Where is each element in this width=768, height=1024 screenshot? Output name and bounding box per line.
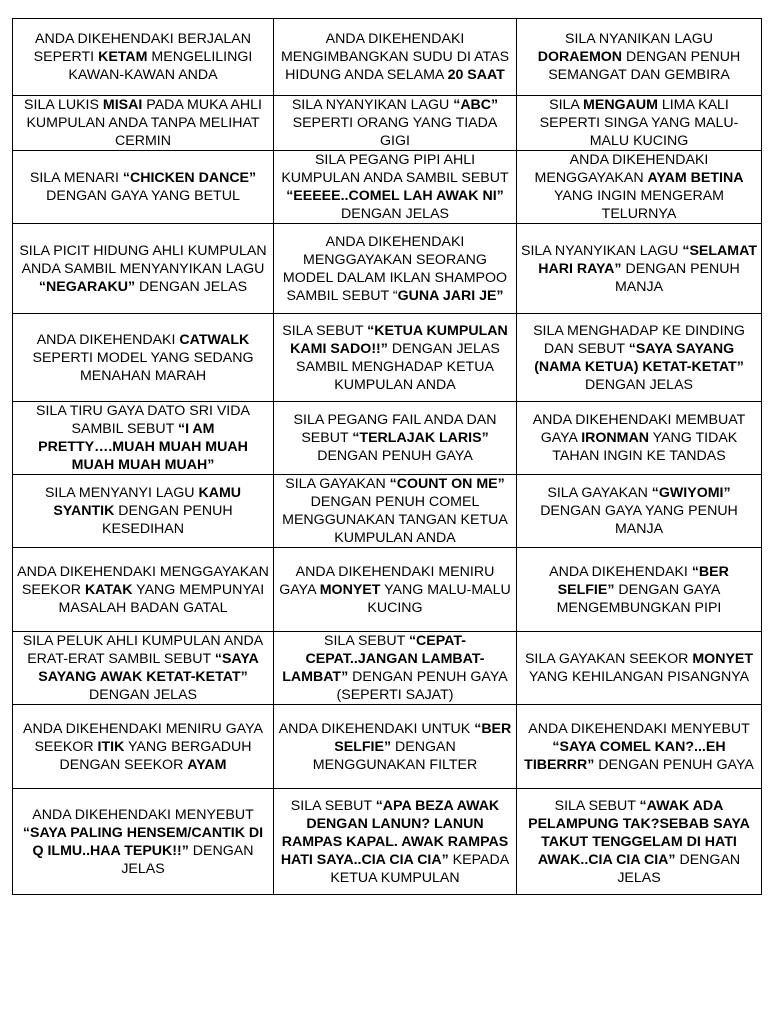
card-text: ANDA DIKEHENDAKI MENGGAYAKAN SEEKOR (17, 563, 269, 598)
card-cell (274, 402, 517, 475)
card-text: SILA NYANYIKAN LAGU (291, 97, 454, 113)
card-text: ANDA DIKEHENDAKI MENIRU GAYA SEEKOR (23, 720, 263, 755)
card-row (13, 96, 762, 151)
card-cell (274, 96, 517, 151)
card-cell (274, 19, 517, 96)
card-emphasis: MENGAUM (583, 97, 658, 113)
card-text: SEPERTI ORANG YANG TIADA GIGI (292, 115, 498, 149)
card-row (13, 789, 762, 895)
card-cell (13, 96, 274, 151)
card-cell (13, 632, 274, 705)
card-text: YANG KEHILANGAN PISANGNYA (528, 669, 750, 685)
card-text: DENGAN PENUH KESEDIHAN (102, 503, 233, 537)
card-emphasis: CATWALK (179, 331, 250, 348)
card-cell (274, 632, 517, 705)
card-cell (13, 402, 274, 475)
card-text: SILA MENARI (29, 170, 123, 186)
card-cell (517, 632, 762, 705)
card-cell (517, 224, 762, 314)
card-emphasis: “BER SELFIE” (334, 720, 512, 755)
card-text: SEPERTI MODEL YANG SEDANG MENAHAN MARAH (32, 349, 254, 384)
card-cell (274, 314, 517, 402)
card-text: DENGAN GAYA YANG PENUH MANJA (540, 503, 738, 537)
card-text: ANDA DIKEHENDAKI MENIRU GAYA (279, 563, 495, 598)
card-text: DENGAN JELAS (340, 206, 449, 222)
card-cell (13, 789, 274, 895)
card-emphasis: AYAM (187, 756, 227, 773)
card-text: ANDA DIKEHENDAKI MENGIMBANGKAN SUDU DI ATAS HIDUNG ANDA SELAMA (280, 31, 510, 83)
card-text: ANDA DIKEHENDAKI (36, 331, 180, 348)
card-cell (274, 705, 517, 789)
card-emphasis: “GWIYOMI” (651, 485, 731, 501)
card-emphasis: DORAEMON (537, 49, 623, 65)
card-text: SILA SEBUT (290, 797, 376, 814)
card-emphasis: KETAM (98, 49, 148, 65)
card-cell (517, 705, 762, 789)
card-emphasis: 20 SAAT (447, 67, 505, 83)
card-text: YANG TIDAK TAHAN INGIN KE TANDAS (552, 430, 738, 464)
card-text: YANG INGIN MENGERAM TELURNYA (554, 188, 724, 222)
card-text: SILA TIRU GAYA DATO SRI VIDA SAMBIL SEBUT (36, 403, 250, 437)
card-text: ANDA DIKEHENDAKI (549, 563, 692, 580)
card-text: DENGAN MENGGUNAKAN FILTER (312, 738, 478, 773)
card-text: YANG MALU-MALU KUCING (367, 581, 511, 616)
card-cell (13, 548, 274, 632)
card-cell (13, 705, 274, 789)
card-cell (13, 314, 274, 402)
card-emphasis: MISAI (102, 97, 143, 113)
card-text: SILA SEBUT (282, 322, 368, 339)
card-text: DENGAN JELAS (135, 278, 248, 295)
card-sheet (12, 18, 762, 895)
card-emphasis: “KETUA KUMPULAN KAMI SADO!!” (290, 322, 508, 357)
card-emphasis: “SAYA SAYANG AWAK KETAT-KETAT” (38, 651, 259, 685)
card-cell (517, 314, 762, 402)
card-cell (13, 151, 274, 224)
card-text: LIMA KALI SEPERTI SINGA YANG MALU-MALU KUCING (539, 97, 739, 149)
card-row (13, 475, 762, 548)
card-text: SILA NYANYIKAN LAGU (521, 242, 683, 259)
card-row (13, 402, 762, 475)
card-text: SILA MENGHADAP KE DINDING DAN SEBUT (533, 322, 745, 357)
card-text: YANG BERGADUH DENGAN SEEKOR (59, 738, 252, 773)
card-emphasis: IRONMAN (581, 430, 649, 446)
card-text: DENGAN JELAS (88, 687, 197, 703)
card-text: DENGAN JELAS (121, 842, 254, 877)
card-row (13, 224, 762, 314)
card-emphasis: “SAYA SAYANG (NAMA KETUA) KETAT-KETAT” (534, 340, 744, 375)
card-text: DENGAN GAYA MENGEMBUNGKAN PIPI (556, 581, 722, 616)
card-text: SILA MENYANYI LAGU (44, 485, 199, 501)
card-text: ANDA DIKEHENDAKI UNTUK (278, 720, 475, 737)
card-emphasis: “CEPAT-CEPAT..JANGAN LAMBAT-LAMBAT” (282, 633, 485, 685)
card-emphasis: “I AM PRETTY….MUAH MUAH MUAH MUAH MUAH MUAH” (38, 421, 248, 473)
card-text: ANDA DIKEHENDAKI MENYEBUT (32, 806, 254, 823)
card-emphasis: GUNA JARI JE” (397, 287, 504, 304)
card-cell (274, 224, 517, 314)
card-text: SILA GAYAKAN (285, 476, 390, 492)
card-row (13, 632, 762, 705)
card-emphasis: MONYET (319, 581, 381, 598)
card-row (13, 705, 762, 789)
card-cell (274, 151, 517, 224)
card-text: SILA PICIT HIDUNG AHLI KUMPULAN ANDA SAMBIL MENYANYIKAN LAGU (19, 242, 267, 277)
card-row (13, 19, 762, 96)
card-cell (13, 475, 274, 548)
card-text: SILA LUKIS (24, 97, 103, 113)
card-emphasis: “SELAMAT HARI RAYA” (538, 242, 757, 277)
card-text: SILA PEGANG FAIL ANDA DAN SEBUT (293, 412, 497, 446)
card-emphasis: KATAK (84, 581, 133, 598)
card-emphasis: “EEEEE..COMEL LAH AWAK NI” (286, 188, 504, 204)
card-text: DENGAN GAYA YANG BETUL (46, 188, 240, 204)
card-text: DENGAN PENUH SEMANGAT DAN GEMBIRA (548, 49, 741, 83)
card-text: SILA GAYAKAN SEEKOR (524, 651, 693, 667)
card-text: ANDA DIKEHENDAKI MENYEBUT (528, 720, 750, 737)
card-cell (517, 789, 762, 895)
card-emphasis: “APA BEZA AWAK DENGAN LANUN? LANUN RAMPAS KAPAL. AWAK RAMPAS HATI SAYA..CIA CIA CIA” (280, 797, 509, 868)
card-text: SILA NYANIKAN LAGU (565, 31, 713, 47)
card-text: SILA GAYAKAN (547, 485, 652, 501)
card-cell (517, 151, 762, 224)
card-text: ANDA DIKEHENDAKI MENGGAYAKAN SEORANG MODEL DALAM IKLAN SHAMPOO SAMBIL SEBUT “ (282, 233, 508, 304)
card-text: DENGAN PENUH COMEL MENGGUNAKAN TANGAN KETUA KUMPULAN ANDA (282, 494, 508, 546)
card-text: DENGAN PENUH MANJA (614, 260, 740, 295)
card-emphasis: ITIK (97, 738, 125, 755)
card-row (13, 151, 762, 224)
card-cell (517, 548, 762, 632)
card-text: SILA (549, 97, 584, 113)
card-cell (517, 19, 762, 96)
card-emphasis: “AWAK ADA PELAMPUNG TAK?SEBAB SAYA TAKUT TENGGELAM DI HATI AWAK..CIA CIA CIA” (528, 797, 750, 868)
card-emphasis: “NEGARAKU” (38, 278, 136, 295)
card-cell (13, 224, 274, 314)
card-text: DENGAN PENUH GAYA (SEPERTI SAJAT) (336, 669, 508, 703)
card-emphasis: “SAYA COMEL KAN?...EH TIBERRR” (524, 738, 726, 773)
card-text: SILA PEGANG PIPI AHLI KUMPULAN ANDA SAMBIL SEBUT (281, 152, 509, 186)
card-text: YANG MEMPUNYAI MASALAH BADAN GATAL (58, 581, 265, 616)
card-text: ANDA DIKEHENDAKI BERJALAN SEPERTI (33, 31, 252, 65)
card-text: SILA SEBUT (554, 797, 640, 814)
card-emphasis: AYAM BETINA (647, 170, 744, 186)
card-text: KEPADA KETUA KUMPULAN (330, 851, 510, 886)
card-emphasis: “ABC” (453, 97, 499, 113)
card-emphasis: “CHICKEN DANCE” (122, 170, 257, 186)
card-text: DENGAN PENUH GAYA (594, 756, 754, 773)
card-text: SILA PELUK AHLI KUMPULAN ANDA ERAT-ERAT SAMBIL SEBUT (22, 633, 264, 667)
card-cell (274, 548, 517, 632)
card-cell (517, 402, 762, 475)
card-emphasis: “COUNT ON ME” (389, 476, 505, 492)
card-row (13, 314, 762, 402)
card-row (13, 548, 762, 632)
card-emphasis: “BER SELFIE” (557, 563, 729, 598)
card-cell (274, 475, 517, 548)
card-text: DENGAN JELAS (584, 376, 693, 393)
card-emphasis: “TERLAJAK LARIS” (352, 430, 489, 446)
card-text: SILA SEBUT (324, 633, 409, 649)
card-text: DENGAN PENUH GAYA (317, 448, 473, 464)
card-text: DENGAN JELAS (617, 851, 741, 886)
card-cell (517, 475, 762, 548)
card-emphasis: MONYET (692, 651, 754, 667)
card-text: PADA MUKA AHLI KUMPULAN ANDA TANPA MELIHAT CERMIN (26, 97, 262, 149)
card-emphasis: KAMU SYANTIK (53, 485, 242, 519)
card-emphasis: “SAYA PALING HENSEM/CANTIK DI Q ILMU..HAA TEPUK!!” (22, 824, 264, 859)
card-text: DENGAN JELAS SAMBIL MENGHADAP KETUA KUMPULAN ANDA (296, 340, 500, 393)
card-cell (13, 19, 274, 96)
card-text: MENGELILINGI KAWAN-KAWAN ANDA (68, 49, 253, 83)
card-text: ANDA DIKEHENDAKI MENGGAYAKAN (534, 152, 709, 186)
card-text: ANDA DIKEHENDAKI MEMBUAT GAYA (532, 412, 746, 446)
card-cell (274, 789, 517, 895)
card-cell (517, 96, 762, 151)
